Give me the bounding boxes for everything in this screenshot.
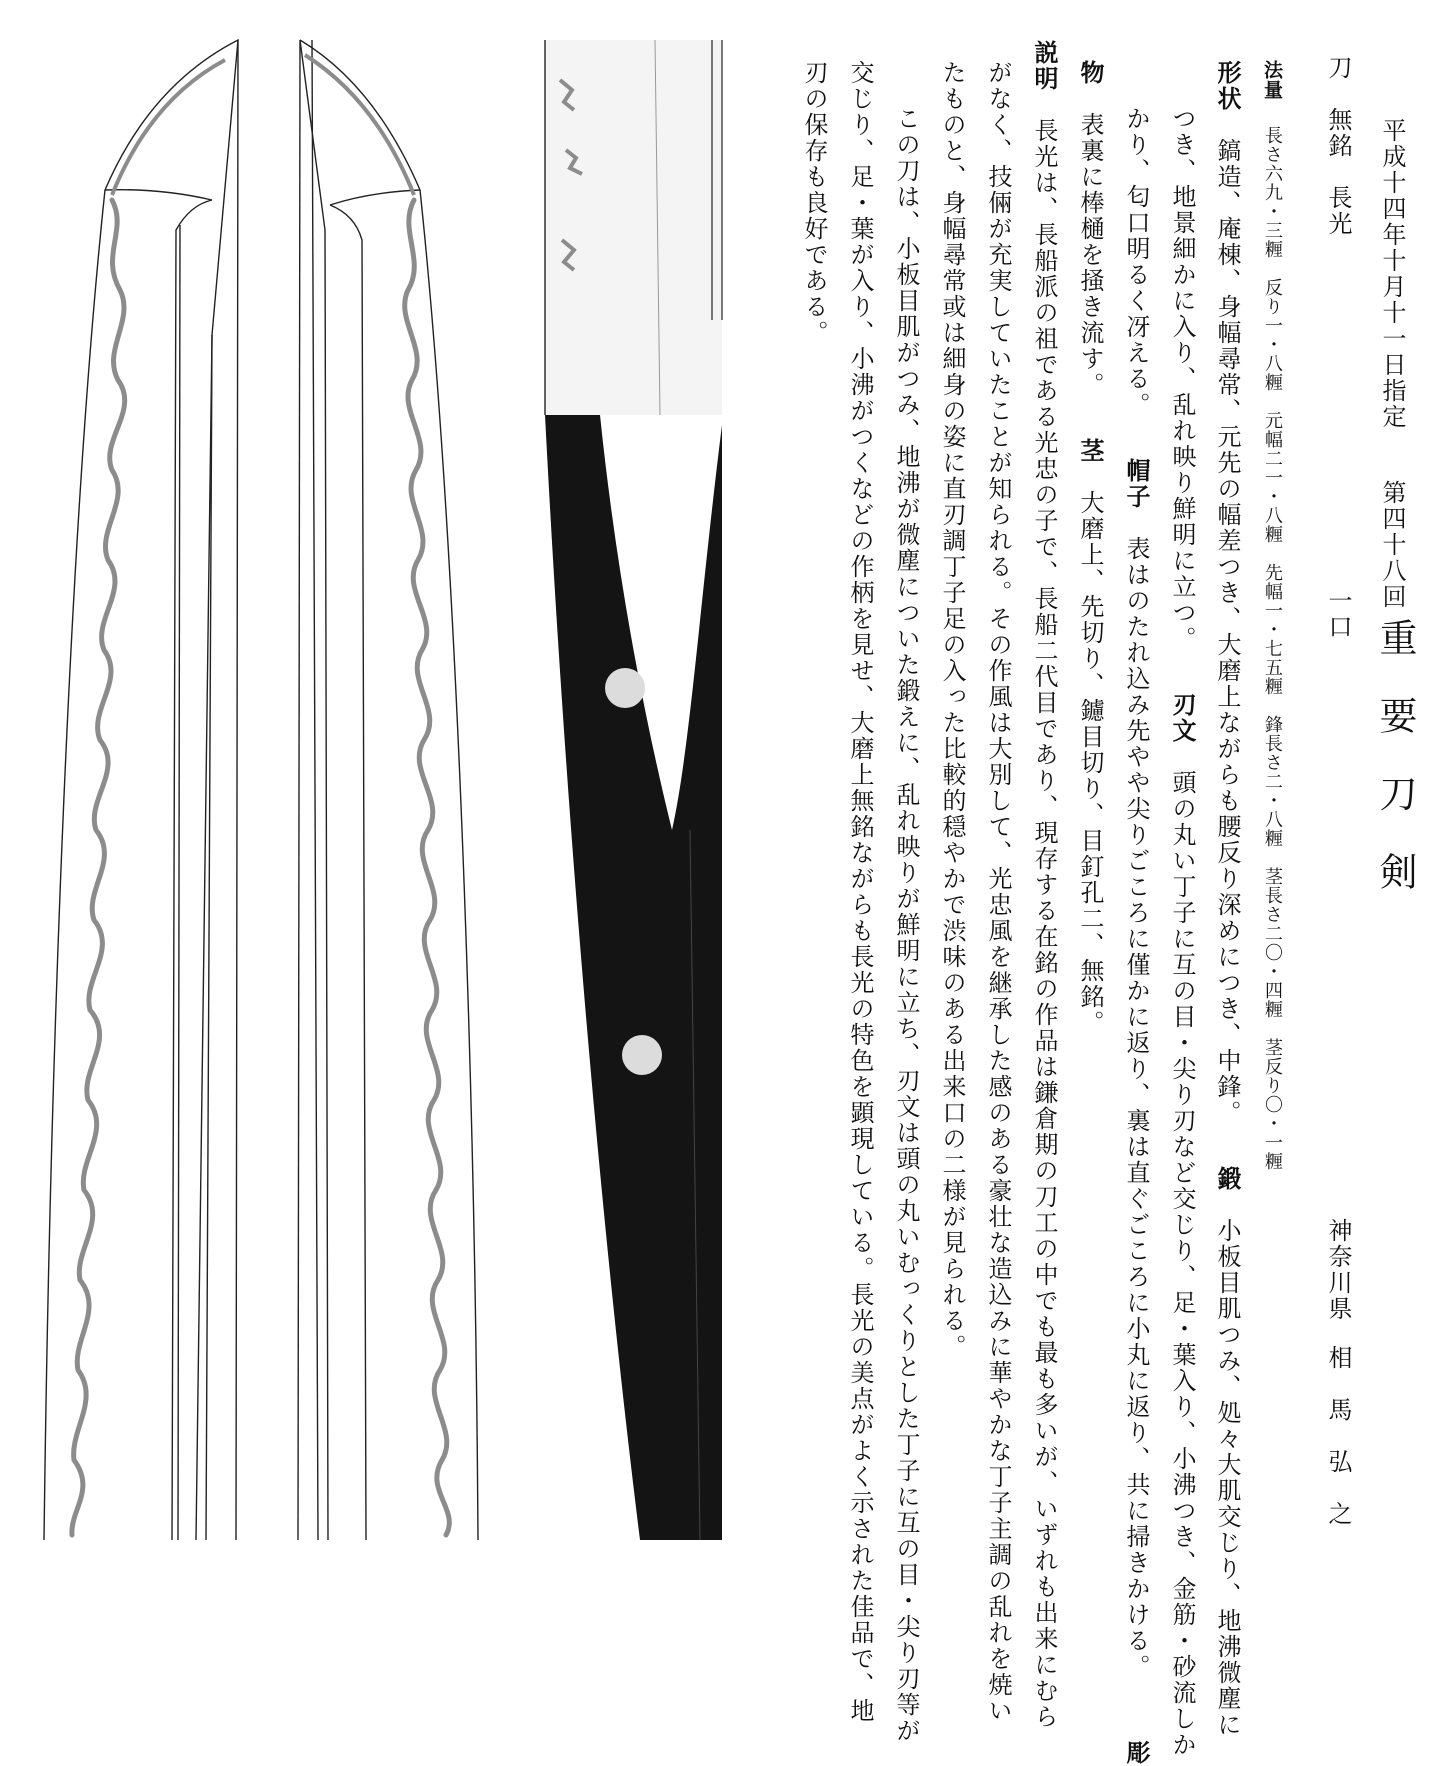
keijou-text-2: つき、地景細かに入り、乱れ映り鮮明に立つ。 (1168, 106, 1196, 652)
boshi-omote (112, 60, 225, 195)
blade-ura (298, 40, 478, 1540)
setsumei-column-1 (1032, 40, 1056, 1730)
owner-name: 相 馬 弘 之 (1324, 1345, 1352, 1527)
hamon-text-1: 頭の丸い丁子に互の目・尖り刃など交じり、足・葉入り、小沸つき、金筋・砂流しか (1168, 770, 1196, 1758)
session-number: 第四十八回 (1378, 480, 1406, 610)
mono-text: 表裏に棒樋を掻き流す。 (1076, 112, 1104, 398)
houryou-text: 長さ六九・三糎 反り一・八糎 元幅二一・八糎 先幅一・七五糎 鋒長さ二・八糎 茎長さ二〇・四糎 茎反り〇・一糎 (1262, 126, 1283, 1171)
setsumei-column-5 (848, 60, 872, 1724)
keijou-text-1: 鎬造、庵棟、身幅尋常、元先の幅差つき、大磨上ながらも腰反り深めにつき、中鋒。 (1213, 138, 1241, 1126)
mekugi-hole-1 (605, 668, 645, 708)
hamon-ura (405, 200, 450, 1535)
keijou-label: 形状 (1213, 60, 1241, 112)
keijou-column-1 (1215, 60, 1239, 1738)
boshi-text: 表はのたれ込み先やや尖りごころに僅かに返り、裏は直ぐごころに小丸に返り、共に掃きかける。 (1122, 536, 1150, 1680)
kitae-label: 鍛 (1213, 1166, 1241, 1192)
hamon-label: 刃文 (1168, 692, 1196, 744)
item-count: 一口 (1324, 588, 1352, 640)
setsumei-label: 説明 (1030, 40, 1058, 92)
keijou-column-2 (1170, 106, 1194, 1758)
houryou-column (1262, 60, 1281, 1171)
setsumei-line-3: たものと、身幅尋常或は細身の姿に直刃調丁子足の入った比較的穏やかで渋味のある出来口の二様が見られる。 (938, 60, 966, 1360)
keijou-text-3: かり、匂口明るく冴える。 (1122, 106, 1150, 418)
designation-date: 平成十四年十月十一日指定 (1378, 118, 1406, 430)
setsumei-column-6 (802, 60, 826, 346)
keijou-column-4 (1078, 60, 1102, 1036)
setsumei-line-6: 刃の保存も良好である。 (800, 60, 828, 346)
setsumei-column-4 (894, 106, 918, 1744)
setsumei-line-2: がなく、技倆が充実していたことが知られる。その作風は大別して、光忠風を継承した感のある豪壮な造込みに華やかな丁子主調の乱れを焼い (984, 60, 1012, 1724)
setsumei-column-2 (986, 60, 1010, 1724)
blade-omote (44, 40, 238, 1540)
item-name: 刀 無銘 長光 (1324, 55, 1352, 237)
boshi-ura (305, 55, 414, 195)
keijou-column-3 (1124, 106, 1148, 1766)
kitae-text-1: 小板目肌つみ、処々大肌交じり、地沸微塵に (1213, 1218, 1241, 1738)
hori-label: 彫 (1122, 1740, 1150, 1766)
page-title: 重要刀剣 (1373, 618, 1417, 930)
mekugi-hole-2 (622, 1035, 662, 1075)
mono-label: 物 (1076, 60, 1104, 86)
nakago-label: 茎 (1076, 438, 1104, 464)
blade-with-tang (545, 40, 722, 415)
hamon-omote (72, 200, 125, 1535)
houryou-label: 法量 (1261, 60, 1283, 100)
setsumei-line-5: 交じり、足・葉が入り、小沸がつくなどの作柄を見せ、大磨上無銘ながらも長光の特色を顕現している。長光の美点がよく示された佳品で、地 (846, 60, 874, 1724)
setsumei-line-1: 長光は、長船派の祖である光忠の子で、長船二代目であり、現存する在銘の作品は鎌倉期の刀工の中でも最も多いが、いずれも出来にむら (1030, 118, 1058, 1730)
setsumei-column-3 (940, 60, 964, 1360)
boshi-label: 帽子 (1122, 458, 1150, 510)
setsumei-line-4: この刀は、小板目肌がつみ、地沸が微塵についた鍛えに、乱れ映りが鮮明に立ち、刃文は頭の丸いむっくりとした丁子に互の目・尖り刃等が (892, 106, 920, 1744)
nakago-text: 大磨上、先切り、鑢目切り、目釘孔二、無銘。 (1076, 490, 1104, 1036)
prefecture: 神奈川県 (1324, 1218, 1352, 1322)
